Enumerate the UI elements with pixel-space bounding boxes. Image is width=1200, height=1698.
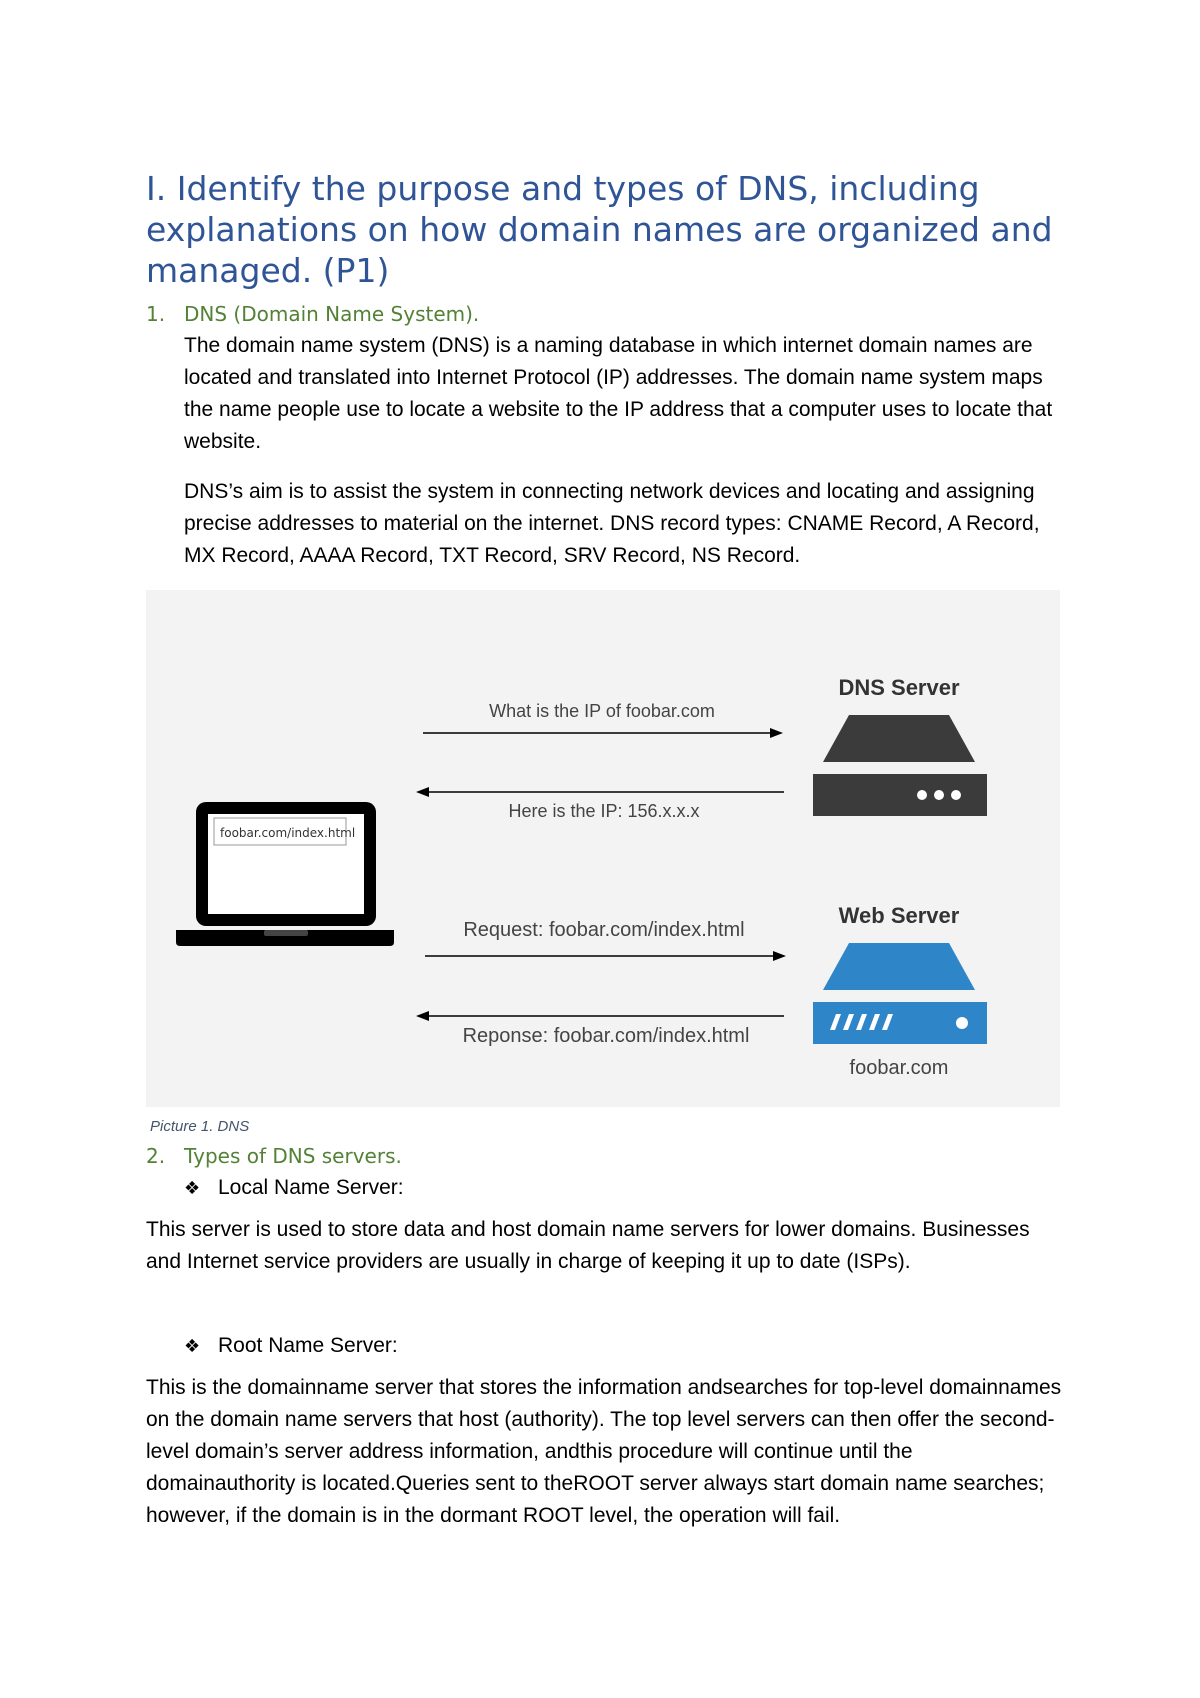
- section-1-paragraph-2: DNS’s aim is to assist the system in connecting network devices and locating and assigning precise addresses to material on the internet. DNS record types: CNAME Record, A Record, MX Record, AAAA Record, TXT Record, SRV Record, NS Record.: [184, 480, 1040, 567]
- laptop-icon: [176, 802, 394, 946]
- section-1-title: [146, 302, 479, 326]
- section-2-title: [146, 1144, 402, 1168]
- web-server-label: Web Server: [838, 903, 960, 928]
- bullet-diamond-icon: ❖: [184, 1178, 201, 1199]
- dns-diagram-svg: [146, 590, 1060, 1107]
- bullet-local-name-server: [184, 1176, 404, 1200]
- section-1-paragraph-1: The domain name system (DNS) is a naming database in which internet domain names are located and translated into Internet Protocol (IP) addresses. The domain name system maps the name people use to locate a website to the IP address that a computer uses to locate that website.: [184, 334, 1053, 453]
- local-name-server-label: Local Name Server:: [218, 1176, 404, 1199]
- figure-caption: Picture 1. DNS: [150, 1118, 250, 1135]
- arrow-request-label: Request: foobar.com/index.html: [463, 919, 745, 941]
- arrow-query-label: What is the IP of foobar.com: [489, 701, 715, 721]
- section-2-number: 2.: [146, 1144, 166, 1168]
- local-name-server-text: This server is used to store data and host domain name servers for lower domains. Businesses and Internet service providers are usually in charge of keeping it up to date (ISPs).: [146, 1218, 1030, 1273]
- root-name-server-label: Root Name Server:: [218, 1334, 398, 1357]
- arrow-response-label: Reponse: foobar.com/index.html: [462, 1025, 750, 1047]
- root-name-server-text: This is the domainname server that stores the information andsearches for top-level domainnames on the domain name servers that host (authority). The top level servers can then offer the second-level domain’s server address information, andthis procedure will continue until the domainauthority is located.Queries sent to theROOT server always start domain name searches; however, if the domain is in the dormant ROOT level, the operation will fail.: [146, 1376, 1062, 1527]
- section-1-title-text: DNS (Domain Name System).: [184, 302, 480, 326]
- bullet-diamond-icon: ❖: [184, 1336, 201, 1357]
- web-server-domain: foobar.com: [849, 1057, 949, 1079]
- page-heading: I. Identify the purpose and types of DNS, including explanations on how domain names are organized and managed. (P1): [146, 169, 1053, 290]
- dns-diagram: [146, 590, 1060, 1107]
- arrow-answer-label: Here is the IP: 156.x.x.x: [508, 801, 700, 821]
- section-1-number: 1.: [146, 302, 166, 326]
- laptop-url: foobar.com/index.html: [220, 826, 356, 840]
- dns-server-label: DNS Server: [838, 675, 960, 700]
- section-2-title-text: Types of DNS servers.: [184, 1144, 402, 1168]
- bullet-root-name-server: [184, 1334, 398, 1358]
